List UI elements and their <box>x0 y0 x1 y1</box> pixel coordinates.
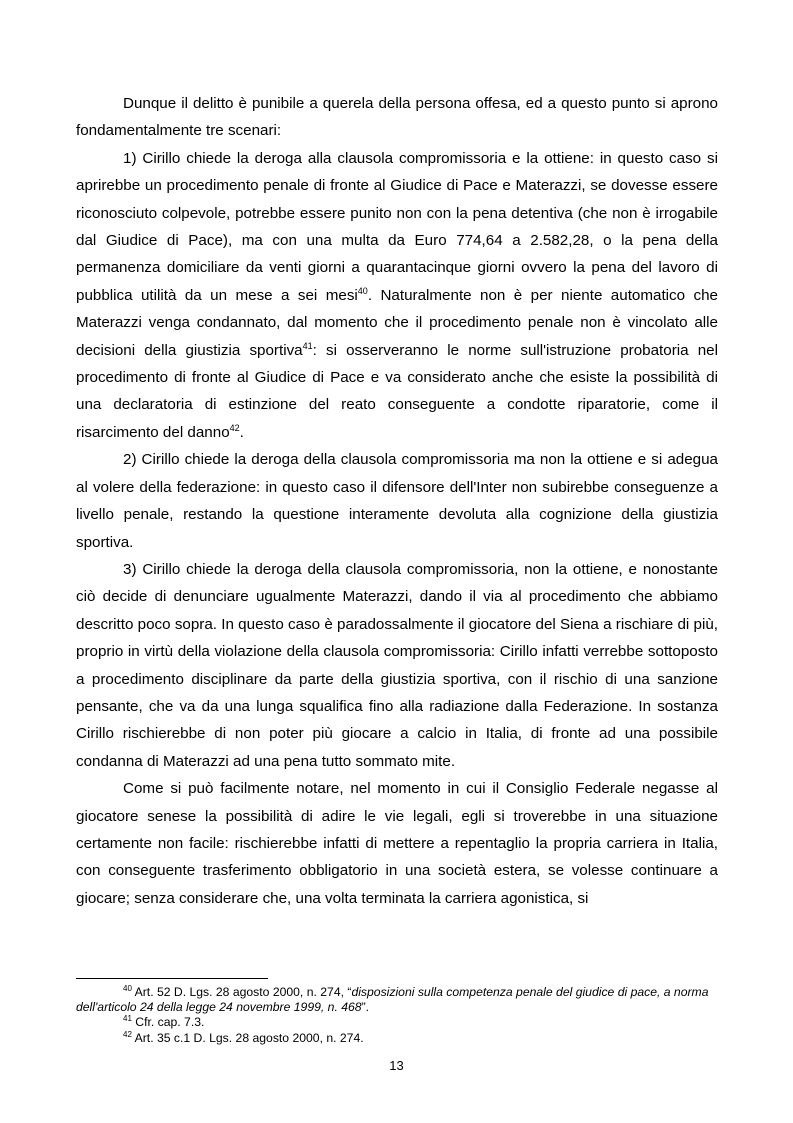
footnote-41: $^{41}$ Cfr. cap. 7.3. <box>123 1013 205 1029</box>
page-number: 13 <box>389 1058 404 1073</box>
paragraph-scenario-1: 1) Cirillo chiede la deroga alla clausola compromissoria e la ottiene: in questo caso si aprirebbe un procedimento penale di fronte al Giudice di Pace e Materazzi, se dovesse essere riconosciuto colpevole, potrebbe essere punito non con la pena detentiva (che non è irrogabile dal Giudice di Pace), ma con una multa da Euro 774,64 a 2.582,28, o la pena della permanenza domiciliare da venti giorni a quarantacinque giorni ovvero la pena del lavoro di pubblica utilità da un mese a sei mesi$^{40}$. Naturalmente non è per niente automatico che Materazzi venga condannato, dal momento che il procedimento penale non è vincolato alle decisioni della giustizia sportiva$^{41}$: si osserveranno le norme sull'istruzione probatoria nel procedimento di fronte al Giudice di Pace e va considerato anche che esiste la possibilità di una declaratoria di estinzione del reato conseguente a condotte riparatorie, come il risarcimento del danno$^{42}$. <box>76 149 719 441</box>
footnote-ref-40[interactable]: 40 <box>357 285 368 296</box>
paragraph-intro: Dunque il delitto è punibile a querela della persona offesa, ed a questo punto si aprono fondamentalmente tre scenari: <box>76 95 718 140</box>
footnote-ref-41[interactable]: 41 <box>302 340 313 351</box>
footnote-42: $^{42}$ Art. 35 c.1 D. Lgs. 28 agosto 2000, n. 274. <box>123 1029 364 1045</box>
footnote-40: $^{40}$ Art. 52 D. Lgs. 28 agosto 2000, n. 274, “disposizioni sulla competenza penale del giudice di pace, a norma dell'articolo 24 della legge 24 novembre 1999, n. 468”. <box>76 983 709 1014</box>
paragraph-scenario-2: 2) Cirillo chiede la deroga della clausola compromissoria ma non la ottiene e si adegua al volere della federazione: in questo caso il difensore dell'Inter non subirebbe conseguenze a livello penale, restando la questione interamente devoluta alla cognizione della giustizia sportiva. <box>76 451 718 551</box>
paragraph-conclusion: Come si può facilmente notare, nel momento in cui il Consiglio Federale negasse al giocatore senese la possibilità di adire le vie legali, egli si troverebbe in una situazione certamente non facile: rischierebbe infatti di mettere a repentaglio la propria carriera in Italia, con conseguente trasferimento obbligatorio in una società estera, se volesse continuare a giocare; senza considerare che, una volta terminata la carriera agonistica, si <box>76 780 718 907</box>
footnote-ref-42[interactable]: 42 <box>229 422 240 433</box>
body-text <box>76 90 718 912</box>
paragraph-scenario-3: 3) Cirillo chiede la deroga della clausola compromissoria, non la ottiene, e nonostante ciò decide di denunciare ugualmente Materazzi, dando il via al procedimento che abbiamo descritto poco sopra. In questo caso è paradossalmente il giocatore del Siena a rischiare di più, proprio in virtù della violazione della clausola compromissoria: Cirillo infatti verrebbe sottoposto a procedimento disciplinare da parte della giustizia sportiva, con il rischio di una sanzione pensante, che va da una lunga squalifica fino alla radiazione dalla Federazione. In sostanza Cirillo rischierebbe di non poter più giocare a calcio in Italia, di fronte ad una possibile condanna di Materazzi ad una pena tutto sommato mite. <box>76 560 718 770</box>
footnote-separator <box>76 978 268 979</box>
